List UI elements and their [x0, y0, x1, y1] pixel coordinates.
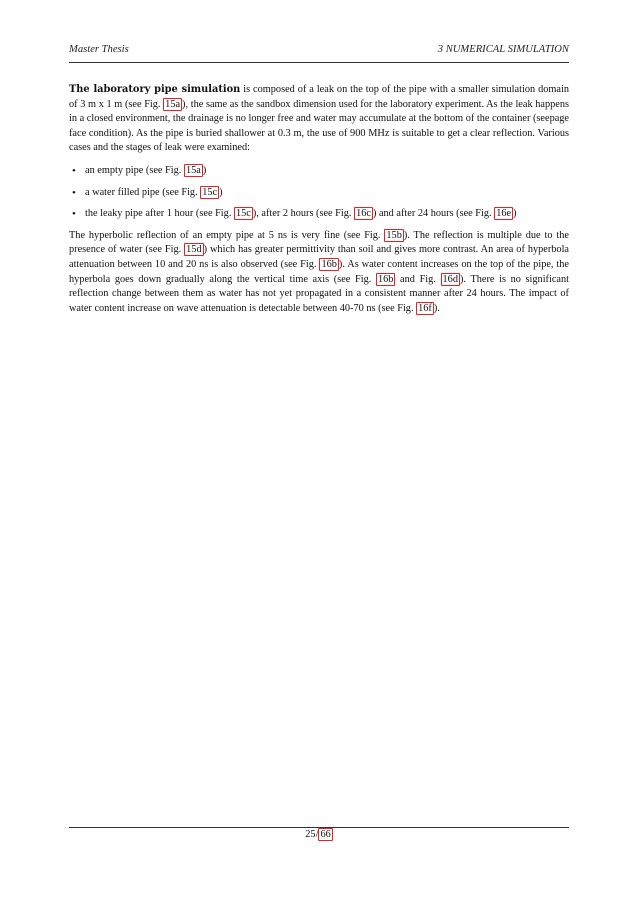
- text-run: ), the same as the sandbox dimension used for the laboratory experiment. As the leak happens in a closed environment, the drainage is no longer free and water may accumulate at the bottom of the container (seepage face condition). As the pipe is buried shallower at 0.3 m, the use of 900 MHz is suitable to get a clear reflection. Various cases and the stages of leak were examined:: [69, 98, 569, 154]
- text-run: ): [202, 164, 207, 176]
- text-run: ): [219, 186, 223, 198]
- text-run: a water filled pipe (see Fig.: [85, 186, 201, 198]
- bold-lead: The laboratory pipe simulation: [69, 84, 241, 95]
- figure-link[interactable]: 15a: [185, 164, 201, 176]
- current-page: 25: [305, 829, 316, 840]
- header-rule: [69, 62, 569, 63]
- text-run: ), after 2 hours (see Fig.: [252, 208, 355, 220]
- figure-link[interactable]: 15c: [202, 186, 218, 198]
- figure-link[interactable]: 16c: [356, 208, 371, 220]
- list-item: [69, 186, 569, 201]
- text-run: ): [513, 208, 517, 220]
- total-pages-link[interactable]: 66: [320, 829, 331, 840]
- bullet-icon: •: [72, 164, 76, 177]
- text-run: the leaky pipe after 1 hour (see Fig.: [85, 208, 234, 220]
- text-run: an empty pipe (see Fig.: [85, 164, 184, 176]
- figure-link[interactable]: 16b: [377, 273, 394, 285]
- text-run: The hyperbolic reflection of an empty pipe at 5 ns is very fine (see Fig.: [69, 229, 385, 241]
- text-run: ). There is no significant reflection change between them as water has not yet propagated in a consistent manner after 24 hours. The impact of water content increase on wave attenuation is detectable between 40-70 ns (see Fig.: [69, 273, 569, 314]
- bullet-icon: •: [72, 186, 76, 199]
- text-run: ). As water content increases on the top of the pipe, the hyperbola goes down gradually along the vertical time axis (see Fig.: [69, 258, 569, 285]
- figure-link[interactable]: 16f: [418, 302, 432, 314]
- text-run: ) and after 24 hours (see Fig.: [372, 208, 495, 220]
- figure-link[interactable]: 16b: [321, 258, 337, 270]
- figure-link[interactable]: 15d: [186, 244, 202, 256]
- list-item: [69, 207, 569, 222]
- figure-link[interactable]: 16e: [496, 208, 512, 220]
- figure-link[interactable]: 15a: [165, 98, 181, 110]
- paragraph-results: [69, 229, 569, 317]
- list-item: [69, 164, 569, 179]
- figure-link[interactable]: 15b: [386, 229, 402, 241]
- figure-link[interactable]: 16d: [442, 273, 458, 285]
- main-text: [69, 83, 569, 316]
- page-separator: /: [315, 829, 319, 840]
- text-run: and Fig.: [395, 273, 441, 285]
- header-title: Master Thesis: [69, 44, 129, 55]
- header-section: 3 NUMERICAL SIMULATION: [437, 44, 569, 55]
- text-run: is composed of a leak on the top of the pipe with a smaller simulation domain of 3 m x 1 m (see Fig.: [69, 84, 569, 110]
- text-run: ).: [433, 302, 440, 314]
- page-number: [0, 829, 638, 840]
- running-header: [69, 44, 569, 60]
- figure-link[interactable]: 15c: [235, 208, 251, 220]
- paragraph-intro: [69, 83, 569, 156]
- bullet-list: [69, 164, 569, 222]
- bullet-icon: •: [72, 208, 76, 221]
- text-run: ) which has greater permittivity than soil and gives more contrast. An area of hyperbola attenuation between 10 and 20 ns is also observed (see Fig.: [69, 244, 570, 270]
- text-run: ). The reflection is multiple due to the presence of water (see Fig.: [69, 229, 569, 256]
